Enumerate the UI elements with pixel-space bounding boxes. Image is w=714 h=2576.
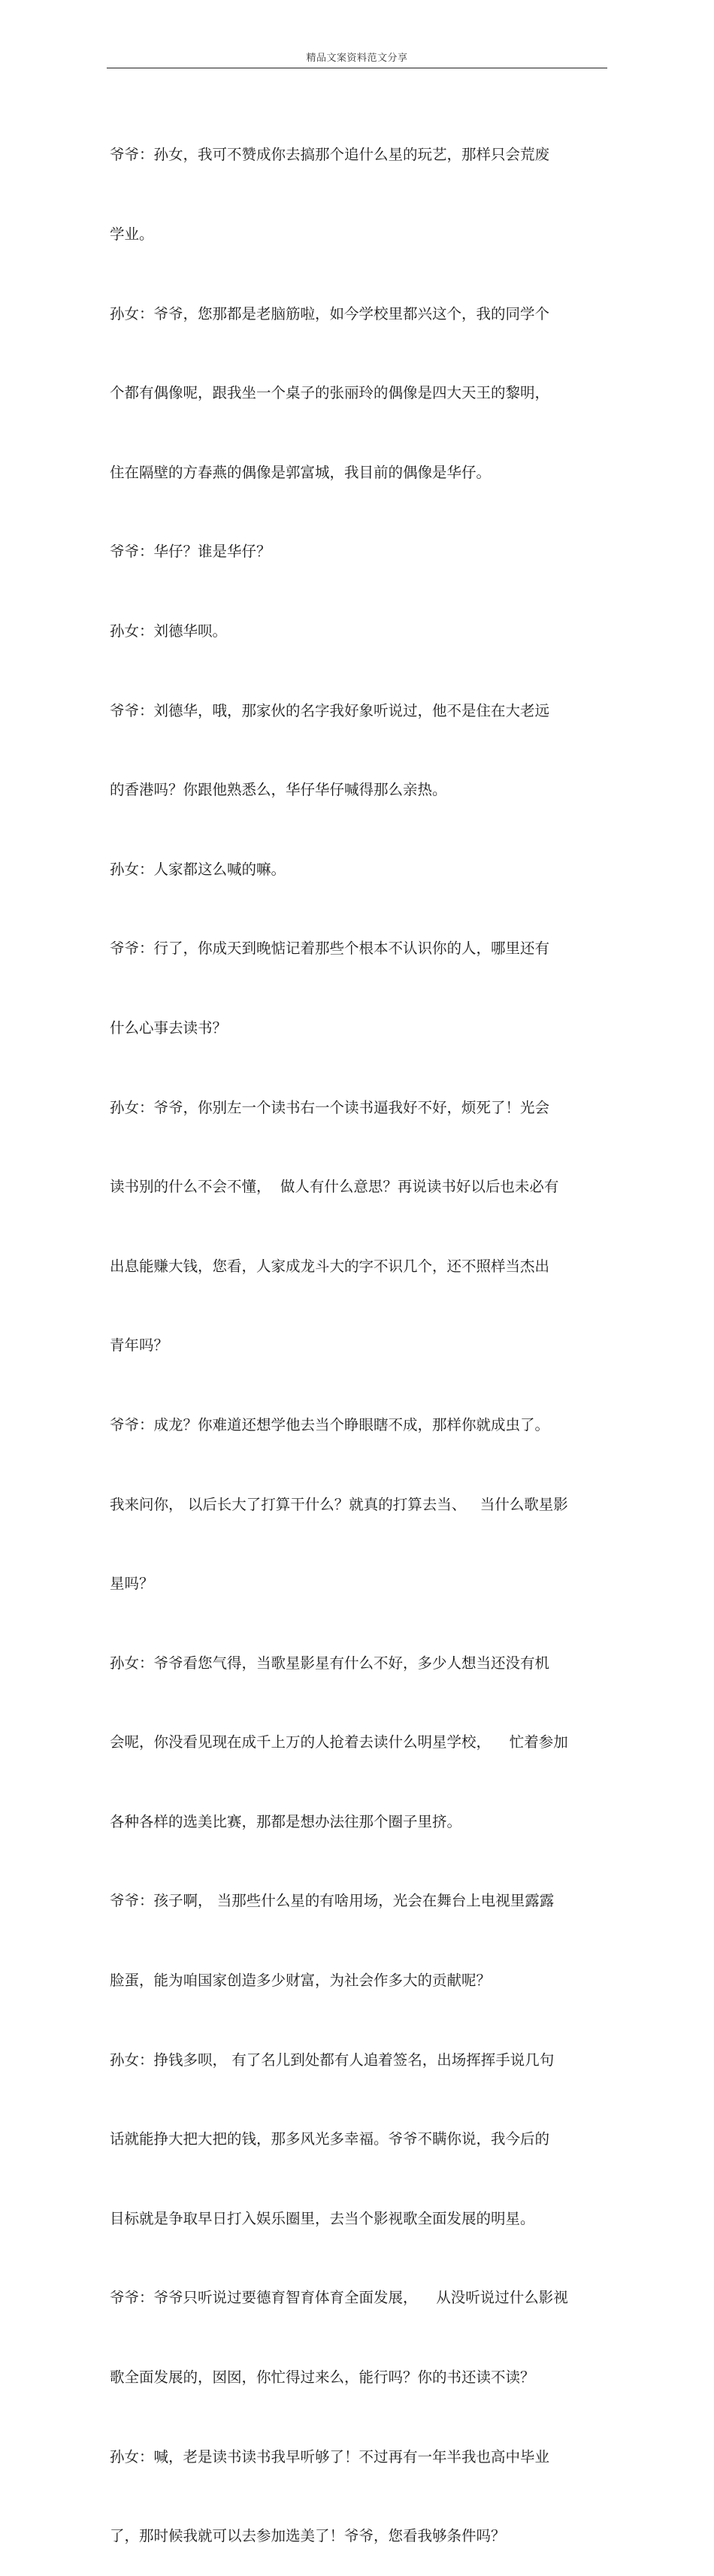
text-line: 爷爷：爷爷只听说过要德育智育体育全面发展， 从没听说过什么影视 [110, 2289, 568, 2307]
text-line: 孙女：刘德华呗。 [110, 622, 228, 640]
text-line: 爷爷：孩子啊， 当那些什么星的有啥用场，光会在舞台上电视里露露 [110, 1892, 555, 1910]
text-line: 住在隔壁的方春燕的偶像是郭富城，我目前的偶像是华仔。 [110, 463, 492, 481]
text-line: 的香港吗？你跟他熟悉么，华仔华仔喊得那么亲热。 [110, 781, 447, 799]
text-line: 孙女：爷爷，你别左一个读书右一个读书逼我好不好，烦死了！光会 [110, 1098, 550, 1116]
text-line: 爷爷：华仔？谁是华仔？ [110, 543, 271, 561]
text-line: 出息能赚大钱，您看，人家成龙斗大的字不识几个，还不照样当杰出 [110, 1257, 550, 1275]
text-line: 我来问你， 以后长大了打算干什么？就真的打算去当、 当什么歌星影 [110, 1495, 568, 1513]
text-line: 星吗？ [110, 1575, 154, 1593]
text-line: 什么心事去读书？ [110, 1019, 228, 1037]
text-line: 个都有偶像呢，跟我坐一个桌子的张丽玲的偶像是四大天王的黎明， [110, 384, 550, 402]
text-line: 学业。 [110, 226, 154, 243]
text-line: 孙女：人家都这么喊的嘛。 [110, 860, 286, 878]
text-line: 歌全面发展的，囡囡，你忙得过来么，能行吗？你的书还读不读？ [110, 2369, 535, 2387]
text-line: 青年吗？ [110, 1336, 169, 1355]
text-line: 孙女：爷爷看您气得，当歌星影星有什么不好，多少人想当还没有机 [110, 1654, 550, 1672]
text-line: 孙女：喊，老是读书读书我早听够了！不过再有一年半我也高中毕业 [110, 2447, 550, 2466]
dialogue-text [110, 89, 613, 2576]
text-line: 了，那时候我就可以去参加选美了！爷爷，您看我够条件吗？ [110, 2527, 506, 2545]
text-line: 话就能挣大把大把的钱，那多风光多幸福。爷爷不瞒你说，我今后的 [110, 2130, 550, 2148]
text-line: 读书别的什么不会不懂， 做人有什么意思？再说读书好以后也未必有 [110, 1178, 559, 1196]
text-line: 爷爷：孙女，我可不赞成你去搞那个追什么星的玩艺，那样只会荒废 [110, 146, 550, 164]
text-line: 爷爷：刘德华，哦，那家伙的名字我好象听说过，他不是住在大老远 [110, 701, 550, 719]
text-line: 脸蛋，能为咱国家创造多少财富，为社会作多大的贡献呢？ [110, 1972, 492, 1990]
text-line: 目标就是争取早日打入娱乐圈里，去当个影视歌全面发展的明星。 [110, 2209, 535, 2227]
text-line: 爷爷：行了，你成天到晚惦记着那些个根本不认识你的人，哪里还有 [110, 940, 550, 958]
text-line: 爷爷：成龙？你难道还想学他去当个睁眼瞎不成，那样你就成虫了。 [110, 1415, 550, 1433]
header-title: 精品文案资料范文分享 [306, 53, 408, 64]
text-line: 孙女：爷爷，您那都是老脑筋啦，如今学校里都兴这个，我的同学个 [110, 304, 550, 322]
text-line: 孙女：挣钱多呗， 有了名儿到处都有人追着签名，出场挥挥手说几句 [110, 2051, 555, 2069]
text-line: 会呢，你没看见现在成千上万的人抢着去读什么明星学校， 忙着参加 [110, 1733, 568, 1751]
text-line: 各种各样的选美比赛，那都是想办法往那个圈子里挤。 [110, 1812, 462, 1830]
